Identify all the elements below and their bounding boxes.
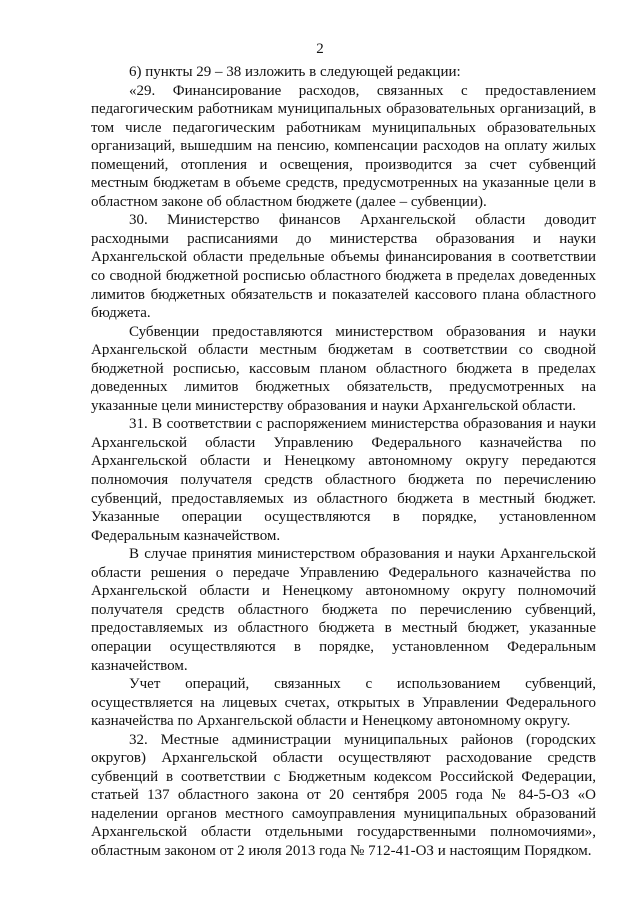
paragraph-item-31: 31. В соответствии с распоряжением министерства образования и науки Архангельской области Управлению Федерального казначейства по Архангельской области и Ненецкому автономному округу передаются полномочия получателя средств областного бюджета по перечислению субвенций, предоставляемых из областного бюджета в местный бюджет. Указанные операции осуществляются в порядке, установленном Федеральным казначейством. — [91, 416, 596, 544]
paragraph-amendment-intro: 6) пункты 29 – 38 изложить в следующей редакции: — [129, 64, 461, 80]
paragraph-item-32: 32. Местные администрации муниципальных районов (городских округов) Архангельской области осуществляют расходование средств субвенций в соответствии с Бюджетным кодексом Российской Федерации, статьей 137 областного закона от 20 сентября 2005 года № 84-5-ОЗ «О наделении органов местного самоуправления муниципальных образований Архангельской области отдельными государственными полномочиями», областным законом от 2 июля 2013 года № 712-41-ОЗ и настоящим Порядком. — [91, 731, 596, 859]
paragraph-item-31-transfer: В случае принятия министерством образования и науки Архангельской области решения о передаче Управлению Федерального казначейства по Архангельской области и Ненецкому автономному округу полномочий получателя средств областного бюджета по перечислению субвенций, предоставляемых из областного бюджета в местный бюджет, указанные операции осуществляются в порядке, установленном Федеральным казначейством. — [91, 546, 596, 674]
paragraph-item-30-subventions: Субвенции предоставляются министерством образования и науки Архангельской области местным бюджетам в соответствии со сводной бюджетной росписью, кассовым планом областного бюджета в пределах доведенных лимитов бюджетных обязательств, предусмотренных на указанные цели министерству образования и науки Архангельской области. — [91, 323, 596, 414]
page-number: 2 — [316, 41, 324, 57]
paragraph-item-30: 30. Министерство финансов Архангельской области доводит расходными расписаниями до министерства образования и науки Архангельской области предельные объемы финансирования в соответствии со сводной бюджетной росписью областного бюджета в пределах доведенных лимитов бюджетных обязательств и показателей кассового плана областного бюджета. — [91, 212, 596, 322]
document-body — [91, 63, 596, 861]
paragraph-item-31-accounting: Учет операций, связанных с использованием субвенций, осуществляется на лицевых счетах, открытых в Управлении Федерального казначейства по Архангельской области и Ненецкому автономному округу. — [91, 676, 596, 730]
paragraph-item-29: «29. Финансирование расходов, связанных с предоставлением педагогическим работникам муниципальных образовательных организаций, в том числе педагогическим работникам муниципальных образовательных организаций, вышедшим на пенсию, компенсации расходов на оплату жилых помещений, отопления и освещения, производится за счет субвенций местным бюджетам в объеме средств, предусмотренных на указанные цели в областном законе об областном бюджете (далее – субвенции). — [91, 82, 596, 210]
